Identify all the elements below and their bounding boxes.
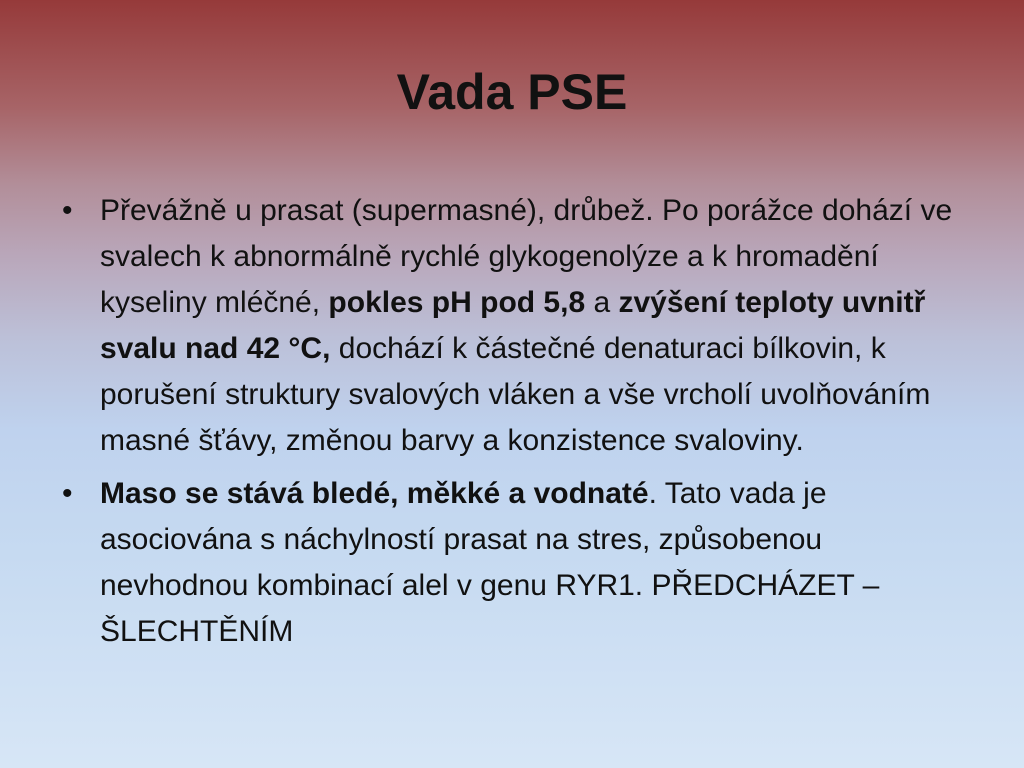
bullet-dot-icon: • bbox=[62, 477, 73, 510]
bullet-1-text-b: a bbox=[585, 286, 619, 319]
bullet-1-text-a: Převážně u prasat (supermasné), drůbež. Po porážce dohází ve svalech k abnormálně rychlé glykogenolýze a k hromadění kyseliny mléčné, bbox=[100, 194, 953, 319]
bullet-1-bold-temperature: zvýšení teploty uvnitř svalu nad 42 °C, bbox=[100, 286, 926, 365]
bullet-item-1 bbox=[62, 188, 977, 464]
slide-title: Vada PSE bbox=[396, 64, 628, 120]
bullet-1-bold-ph: pokles pH pod 5,8 bbox=[328, 286, 586, 319]
bullet-2-text: . Tato vada je asociována s náchylností prasat na stres, způsobenou nevhodnou kombinací alel v genu RYR1. PŘEDCHÁZET – ŠLECHTĚNÍM bbox=[100, 477, 880, 648]
bullet-1-text-c: dochází k částečné denaturaci bílkovin, k porušení struktury svalových vláken a vše vrcholí uvolňováním masné šťávy, změnou barvy a konzistence svaloviny. bbox=[100, 332, 931, 457]
bullet-dot-icon: • bbox=[62, 194, 73, 227]
bullet-2-bold-lead: Maso se stává bledé, měkké a vodnaté bbox=[100, 477, 649, 510]
bullet-list bbox=[62, 188, 977, 662]
bullet-item-2 bbox=[62, 471, 977, 655]
